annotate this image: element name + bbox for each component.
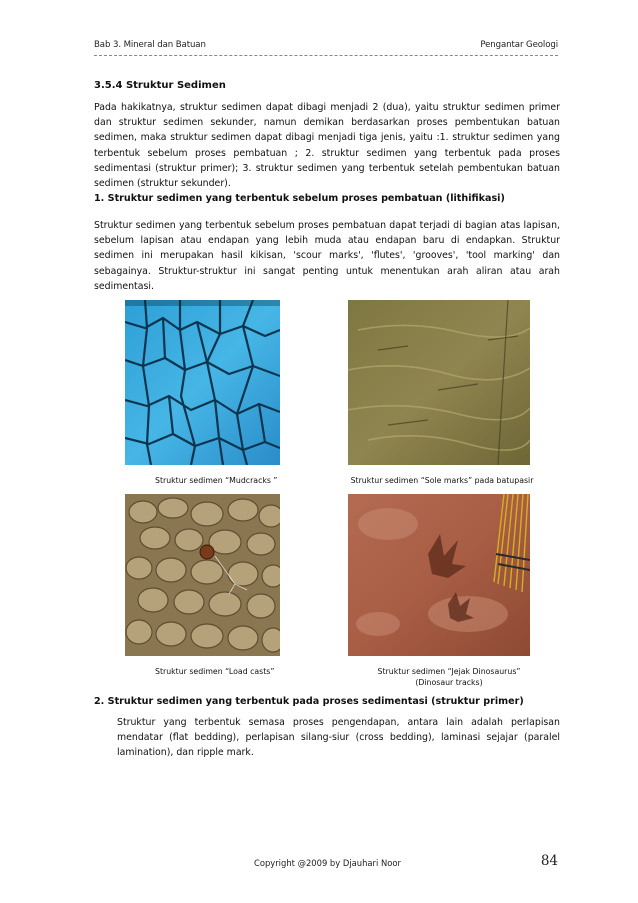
figure-caption-mudcracks: Struktur sedimen “Mudcracks ” (155, 476, 278, 485)
header-divider (94, 55, 558, 56)
subsection-2-paragraph: Struktur yang terbentuk semasa proses pengendapan, antara lain adalah perlapisan mendatar (flat bedding), perlapisan silang-siur (cross bedding), laminasi sejajar (paralel lamination), dan ripple mark. (117, 717, 560, 759)
subsection-1-heading: 1. Struktur sedimen yang terbentuk sebelum proses pembatuan (lithifikasi) (94, 193, 505, 204)
page-number: 84 (540, 853, 558, 869)
mudcracks-photo (125, 300, 280, 465)
footer-copyright: Copyright @2009 by Djauhari Noor (254, 858, 401, 868)
load-casts-photo (125, 494, 280, 656)
figure-caption-load-casts: Struktur sedimen “Load casts” (155, 667, 275, 676)
dinosaur-tracks-photo (348, 494, 530, 656)
section-title: 3.5.4 Struktur Sedimen (94, 80, 226, 91)
figure-caption-sole-marks: Struktur sedimen “Sole marks” pada batupasir (350, 476, 534, 485)
figure-caption-dinosaur-tracks-line2: (Dinosaur tracks) (415, 678, 483, 687)
subsection-1-paragraph: Struktur sedimen yang terbentuk sebelum proses pembatuan dapat terjadi di bagian atas lapisan, sebelum lapisan atau endapan yang lebih muda atau endapan baru di endapkan. Struktur sedimen ini merupakan hasil kikisan, 'scour marks', 'flutes', 'grooves', 'tool marking' dan sebagainya. Struktur-struktur ini sangat penting untuk menentukan arah aliran atau arah sedimentasi. (94, 220, 560, 292)
running-header-chapter: Bab 3. Mineral dan Batuan (94, 40, 206, 50)
figure-caption-dinosaur-tracks (344, 666, 554, 688)
sole-marks-photo (348, 300, 530, 465)
running-header-book: Pengantar Geologi (480, 40, 558, 50)
figure-caption-dinosaur-tracks-line1: Struktur sedimen “Jejak Dinosaurus” (377, 667, 521, 676)
subsection-2-heading: 2. Struktur sedimen yang terbentuk pada proses sedimentasi (struktur primer) (94, 696, 524, 707)
intro-paragraph: Pada hakikatnya, struktur sedimen dapat dibagi menjadi 2 (dua), yaitu struktur sedimen primer dan struktur sedimen sekunder, namun demikan berdasarkan proses pembentukan batuan sedimen, maka struktur sedimen dapat dibagi menjadi tiga jenis, yaitu :1. struktur sedimen yang terbentuk sebelum proses pembatuan ; 2. struktur sedimen yang terbentuk pada proses sedimentasi (struktur primer); 3. struktur sedimen yang terbentuk setelah pembentukan batuan sedimen (struktur sekunder). (94, 102, 560, 190)
